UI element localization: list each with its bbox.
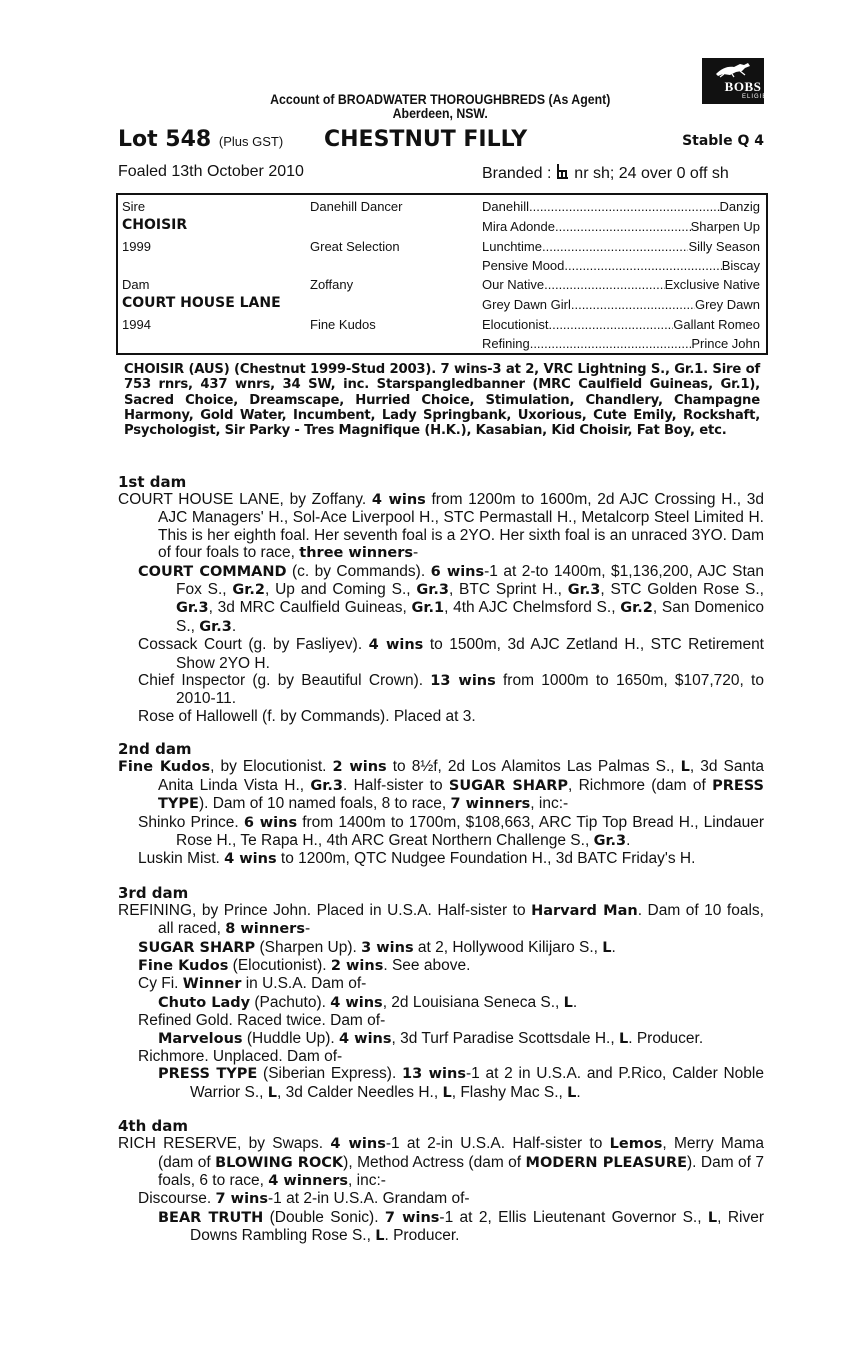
- text-run: (Huddle Up).: [242, 1029, 340, 1047]
- bold-run: 6 wins: [430, 563, 485, 580]
- text-run: to 1200m, QTC Nudgee Foundation H., 3d BATC Friday's H.: [276, 850, 696, 868]
- bold-run: L: [602, 939, 612, 956]
- bold-run: 4 winners: [268, 1173, 349, 1189]
- text-run: from 1000m to 1650m, $107,720, to 2010-11.: [176, 672, 764, 708]
- text-run: , Merry Mama (dam of: [158, 1135, 764, 1171]
- logo-text: BOBS: [724, 79, 762, 94]
- text-run: (Pachuto).: [250, 993, 331, 1011]
- gen3-row: [482, 336, 760, 351]
- sire-name: CHOISIR: [122, 217, 188, 233]
- text-run: Refined Gold. Raced twice. Dam of-: [138, 1012, 386, 1030]
- text-run: Luskin Mist.: [138, 850, 225, 868]
- bold-run: Lemos: [609, 1136, 663, 1153]
- text-run: , 3d Calder Needles H.,: [277, 1083, 443, 1101]
- bold-run: SUGAR SHARP: [138, 939, 256, 956]
- bold-run: Gr.1: [411, 600, 445, 617]
- bold-run: L: [442, 1084, 452, 1101]
- bold-run: L: [375, 1228, 385, 1245]
- text-run: to 1500m, 3d AJC Zetland H., STC Retirement Show 2YO H.: [176, 636, 764, 672]
- bold-run: Gr.3: [567, 582, 601, 599]
- pedigree-entry: [118, 672, 764, 708]
- lot-label: Lot 548: [118, 127, 212, 152]
- foaled-date: Foaled 13th October 2010: [118, 163, 304, 180]
- bold-run: 4 wins: [368, 637, 424, 654]
- dam-dam: Fine Kudos: [310, 317, 376, 332]
- text-run: , River Downs Rambling Rose S.,: [190, 1208, 764, 1245]
- text-run: , Flashy Mac S.,: [451, 1083, 568, 1101]
- pedigree-entry: [118, 957, 764, 975]
- gen3-name: Refining: [482, 336, 530, 351]
- racehorse-icon: [714, 62, 752, 78]
- bold-run: 13 wins: [430, 673, 496, 690]
- text-run: , 2d Louisiana Seneca S.,: [382, 993, 564, 1011]
- bold-run: PRESS TYPE: [158, 1066, 258, 1083]
- gen3-parent: Danzig: [719, 199, 760, 214]
- gen3-parent: Biscay: [721, 258, 760, 273]
- branded-text: nr sh; 24 over 0 off sh: [574, 165, 729, 182]
- gen3-parent: Silly Season: [688, 239, 760, 254]
- text-run: (Double Sonic).: [263, 1208, 385, 1226]
- text-run: ), Method Actress (dam of: [343, 1153, 526, 1171]
- bold-run: SUGAR SHARP: [448, 777, 569, 794]
- gst-note: (Plus GST): [218, 134, 284, 149]
- text-run: Discourse.: [138, 1190, 216, 1208]
- sire-dam: Great Selection: [310, 239, 400, 254]
- gen3-parent: Grey Dawn: [694, 297, 760, 312]
- pedigree-entry: [118, 491, 764, 563]
- dam-label: Dam: [122, 277, 150, 292]
- pedigree-entry: [118, 1135, 764, 1190]
- pedigree-entry: [118, 1065, 764, 1102]
- lot-description: CHESTNUT FILLY: [324, 127, 528, 152]
- branded-label: Branded :: [482, 165, 552, 182]
- bold-run: L: [707, 1209, 718, 1226]
- text-run: , 3d Turf Paradise Scottsdale H.,: [391, 1029, 619, 1047]
- text-run: , BTC Sprint H.,: [448, 581, 568, 599]
- text-run: to 8½f, 2d Los Alamitos Las Palmas S.,: [386, 758, 681, 776]
- brand-details: [482, 163, 729, 183]
- text-run: Rose of Hallowell (f. by Commands). Placed at 3.: [138, 707, 476, 725]
- logo-subtext: ELIGIBLE: [742, 94, 777, 100]
- bold-run: BLOWING ROCK: [215, 1154, 344, 1171]
- text-run: -1 at 2-in U.S.A. Half-sister to: [385, 1135, 610, 1153]
- bold-run: 2 wins: [330, 957, 384, 974]
- pedigree-entry: [118, 814, 764, 851]
- gen3-row: [482, 277, 760, 292]
- pedigree-entry: [118, 1030, 764, 1048]
- bold-run: 4 wins: [330, 994, 383, 1011]
- text-run: , Up and Coming S.,: [265, 581, 417, 599]
- bold-run: Chuto Lady: [158, 994, 251, 1011]
- text-run: ). Dam of 7 foals, 6 to race,: [158, 1153, 764, 1189]
- bold-run: 4 wins: [371, 492, 426, 508]
- bold-run: Gr.3: [593, 832, 627, 849]
- text-run: Richmore. Unplaced. Dam of-: [138, 1047, 343, 1065]
- bold-run: L: [267, 1084, 278, 1101]
- bold-run: PRESS TYPE: [158, 777, 764, 813]
- text-run: .: [626, 831, 631, 849]
- bold-run: Marvelous: [158, 1030, 243, 1047]
- text-run: ). Dam of 10 named foals, 8 to race,: [198, 795, 451, 813]
- bold-run: L: [680, 759, 690, 776]
- bold-run: L: [618, 1030, 629, 1047]
- dam-sire: Zoffany: [310, 277, 354, 292]
- gen3-name: Pensive Mood: [482, 258, 565, 273]
- section-heading: 3rd dam: [118, 883, 189, 902]
- pedigree-entry: [118, 1190, 764, 1208]
- pedigree-table: [116, 193, 768, 355]
- text-run: , STC Golden Rose S.,: [600, 581, 764, 599]
- bold-run: Winner: [182, 976, 242, 993]
- bold-run: L: [567, 1084, 577, 1101]
- bold-run: 4 wins: [339, 1030, 392, 1047]
- pedigree-entry: [118, 902, 764, 939]
- bold-run: L: [563, 994, 573, 1011]
- bold-run: 6 wins: [243, 814, 298, 831]
- text-run: -1 at 2-in U.S.A. Grandam of-: [268, 1190, 470, 1208]
- lot-header: [118, 127, 764, 155]
- pedigree-entry: [118, 708, 764, 725]
- section-heading: 2nd dam: [118, 740, 192, 759]
- bold-run: 4 wins: [330, 1136, 386, 1153]
- bold-run: Fine Kudos: [118, 759, 211, 776]
- gen3-parent: Sharpen Up: [690, 219, 760, 234]
- bold-run: 7 wins: [215, 1191, 268, 1208]
- gen3-parent: Exclusive Native: [664, 277, 760, 292]
- stable-location: Stable Q 4: [682, 133, 764, 149]
- text-run: , inc:-: [530, 795, 569, 813]
- gen3-name: Lunchtime: [482, 239, 542, 254]
- sire-label: Sire: [122, 199, 146, 214]
- text-run: . Producer.: [384, 1227, 460, 1245]
- text-run: (c. by Commands).: [286, 562, 431, 580]
- sire-year: 1999: [122, 239, 151, 254]
- dam-line-body: [118, 474, 764, 1246]
- pedigree-entry: [118, 1012, 764, 1029]
- bold-run: MODERN PLEASURE: [525, 1154, 687, 1171]
- text-run: at 2, Hollywood Kilijaro S.,: [413, 938, 603, 956]
- sire-sire: Danehill Dancer: [310, 199, 403, 214]
- text-run: , Richmore (dam of: [568, 776, 713, 794]
- text-run: from 1400m to 1700m, $108,663, ARC Tip Top Bread H., Lindauer Rose H., Te Rapa H., 4th ARC Great Northern Challenge S.,: [176, 813, 764, 849]
- pedigree-entry: [118, 850, 764, 868]
- bold-run: BEAR TRUTH: [158, 1209, 264, 1226]
- gen3-row: [482, 219, 760, 234]
- gen3-name: Mira Adonde: [482, 219, 555, 234]
- text-run: from 1200m to 1600m, 2d AJC Crossing H., 3d AJC Managers' H., Sol-Ace Liverpool H., STC Permastall H., Metalcorp Steel Limited H. This is her eighth foal. Her seventh foal is a 2YO. Her sixth foal is an unraced 3YO. Dam of four foals to race,: [158, 491, 764, 562]
- gen3-row: [482, 239, 760, 254]
- text-run: , inc:-: [348, 1172, 386, 1189]
- sire-stud-note: CHOISIR (AUS) (Chestnut 1999-Stud 2003). 7 wins-3 at 2, VRC Lightning S., Gr.1. Sire of 753 rnrs, 437 wnrs, 34 SW, inc. Starspangledbanner (MRC Caulfield Guineas, Gr.1), Sacred Choice, Dreamscape, Hurried Choice, Stimulation, Chandlery, Champagne Harmony, Gold Water, Incumbent, Lady Springbank, Uxorious, Cute Emily, Rockshaft, Psychologist, Sir Parky - Tres Magnifique (H.K.), Kasabian, Kid Choisir, Fat Boy, etc.: [124, 362, 760, 439]
- text-run: in U.S.A. Dam of-: [241, 975, 367, 993]
- lot-number: [118, 127, 283, 152]
- text-run: , 3d MRC Caulfield Guineas,: [208, 599, 412, 617]
- bold-run: Harvard Man: [531, 902, 638, 919]
- text-run: , 4th AJC Chelmsford S.,: [444, 599, 621, 617]
- pedigree-entry: [118, 758, 764, 813]
- text-run: Cossack Court (g. by Fasliyev).: [138, 636, 369, 654]
- text-run: (Sharpen Up).: [255, 938, 362, 956]
- text-run: . Half-sister to: [343, 776, 449, 794]
- section-heading: 4th dam: [118, 1117, 188, 1136]
- text-run: -: [304, 920, 311, 938]
- text-run: .: [572, 993, 578, 1011]
- text-run: (Elocutionist).: [228, 956, 331, 974]
- text-run: , 3d Santa Anita Linda Vista H.,: [158, 758, 764, 794]
- vendor-location: Aberdeen, NSW.: [392, 105, 488, 121]
- pedigree-entry: [118, 1048, 764, 1065]
- bold-run: 2 wins: [332, 759, 387, 776]
- bold-run: Gr.3: [199, 618, 232, 635]
- bold-run: 13 wins: [402, 1066, 466, 1083]
- gen3-name: Grey Dawn Girl: [482, 297, 571, 312]
- bold-run: Gr.3: [176, 600, 209, 617]
- bold-run: COURT COMMAND: [138, 563, 287, 580]
- bold-run: Gr.2: [232, 582, 265, 599]
- dam-name: COURT HOUSE LANE: [122, 295, 281, 311]
- text-run: . Producer.: [628, 1029, 704, 1047]
- text-run: RICH RESERVE, by Swaps.: [118, 1135, 331, 1153]
- text-run: , by Elocutionist.: [210, 758, 333, 776]
- pedigree-entry: [118, 994, 764, 1012]
- text-run: Cy Fi.: [138, 975, 183, 993]
- gen3-parent: Gallant Romeo: [673, 317, 760, 332]
- text-run: .: [576, 1083, 581, 1101]
- text-run: .: [231, 617, 237, 635]
- bold-run: 7 winners: [450, 796, 531, 813]
- gen3-name: Our Native: [482, 277, 545, 292]
- text-run: -1 at 2-to 1400m, $1,136,200, AJC Stan Fox S.,: [176, 562, 765, 599]
- brand-mark-icon: [556, 163, 570, 180]
- gen3-row: [482, 297, 760, 312]
- section-heading: 1st dam: [118, 473, 187, 491]
- pedigree-entry: [118, 1209, 764, 1246]
- bold-run: Gr.3: [310, 777, 343, 794]
- text-run: -1 at 2, Ellis Lieutenant Governor S.,: [439, 1208, 708, 1226]
- gen3-parent: Prince John: [691, 336, 760, 351]
- vendor-account: Account of BROADWATER THOROUGHBREDS (As Agent): [270, 91, 611, 107]
- gen3-name: Danehill: [482, 199, 529, 214]
- text-run: COURT HOUSE LANE, by Zoffany.: [118, 491, 372, 508]
- text-run: REFINING, by Prince John. Placed in U.S.A. Half-sister to: [118, 901, 532, 919]
- gen3-row: [482, 199, 760, 214]
- section-gap: [118, 869, 764, 885]
- text-run: .: [611, 938, 616, 956]
- dam-year: 1994: [122, 317, 151, 332]
- pedigree-entry: [118, 939, 764, 957]
- text-run: Chief Inspector (g. by Beautiful Crown).: [138, 672, 431, 690]
- pedigree-entry: [118, 563, 764, 637]
- text-run: (Siberian Express).: [257, 1065, 403, 1083]
- pedigree-entry: [118, 975, 764, 993]
- bold-run: 3 wins: [361, 939, 414, 956]
- bold-run: Gr.3: [416, 582, 449, 599]
- gen3-name: Elocutionist: [482, 317, 549, 332]
- text-run: -: [413, 544, 419, 562]
- gen3-row: [482, 317, 760, 332]
- section-gap: [118, 1102, 764, 1118]
- bold-run: 7 wins: [384, 1209, 440, 1226]
- pedigree-entry: [118, 636, 764, 672]
- bold-run: three winners: [299, 545, 414, 562]
- text-run: , San Domenico S.,: [176, 599, 765, 635]
- bold-run: Fine Kudos: [138, 957, 229, 974]
- text-run: Shinko Prince.: [138, 813, 244, 831]
- text-run: . See above.: [383, 956, 471, 974]
- gen3-row: [482, 258, 760, 273]
- text-run: -1 at 2 in U.S.A. and P.Rico, Calder Noble Warrior S.,: [190, 1065, 764, 1101]
- bold-run: Gr.2: [620, 600, 653, 617]
- bold-run: 4 wins: [224, 851, 277, 868]
- text-run: . Dam of 10 foals, all raced,: [158, 901, 764, 938]
- bold-run: 8 winners: [225, 921, 305, 938]
- section-gap: [118, 725, 764, 741]
